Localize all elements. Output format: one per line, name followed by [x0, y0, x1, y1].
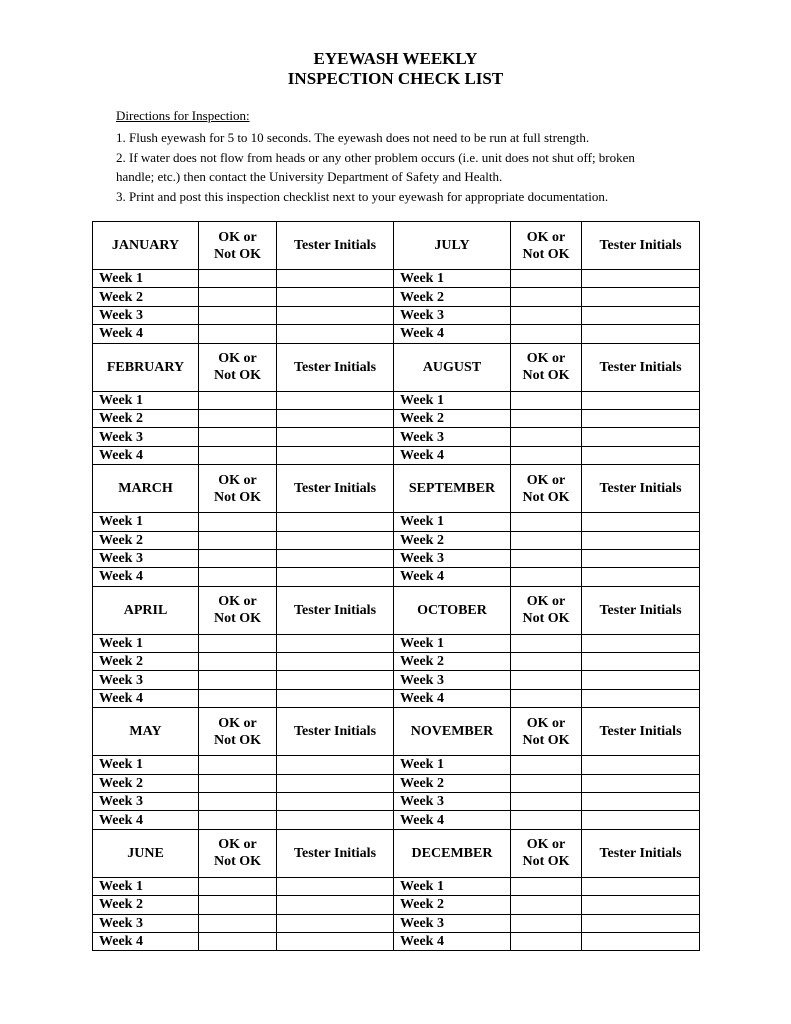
tester-initials-cell[interactable]	[582, 306, 700, 324]
ok-status-cell[interactable]	[511, 774, 582, 792]
tester-initials-cell[interactable]	[582, 288, 700, 306]
week-label: Week 3	[394, 671, 511, 689]
ok-status-cell[interactable]	[511, 689, 582, 707]
tester-initials-cell[interactable]	[582, 549, 700, 567]
tester-initials-header: Tester Initials	[277, 708, 394, 756]
month-header-row	[93, 222, 700, 270]
tester-initials-cell[interactable]	[582, 446, 700, 464]
tester-initials-cell[interactable]	[582, 513, 700, 531]
week-label: Week 2	[394, 774, 511, 792]
month-label-right: OCTOBER	[394, 586, 511, 634]
week-label: Week 2	[93, 531, 199, 549]
page-title	[0, 49, 791, 89]
tester-initials-cell[interactable]	[277, 391, 394, 409]
ok-status-cell[interactable]	[199, 428, 277, 446]
tester-initials-cell[interactable]	[582, 689, 700, 707]
ok-or-label: OK or	[526, 472, 566, 488]
not-ok-label: Not OK	[213, 854, 262, 870]
ok-status-cell[interactable]	[511, 513, 582, 531]
tester-initials-cell[interactable]	[582, 774, 700, 792]
not-ok-label: Not OK	[213, 611, 262, 627]
week-label: Week 3	[394, 549, 511, 567]
tester-initials-header: Tester Initials	[277, 343, 394, 391]
ok-or-label: OK or	[526, 715, 566, 731]
ok-status-cell[interactable]	[199, 877, 277, 895]
tester-initials-cell[interactable]	[277, 914, 394, 932]
week-label: Week 1	[394, 756, 511, 774]
ok-status-cell[interactable]	[199, 531, 277, 549]
month-label-right: SEPTEMBER	[394, 465, 511, 513]
tester-initials-cell[interactable]	[277, 306, 394, 324]
week-row	[93, 428, 700, 446]
week-label: Week 4	[93, 932, 199, 950]
month-label-left: FEBRUARY	[93, 343, 199, 391]
month-header-row	[93, 586, 700, 634]
tester-initials-cell[interactable]	[582, 914, 700, 932]
ok-status-cell[interactable]	[511, 634, 582, 652]
not-ok-label: Not OK	[522, 611, 570, 627]
month-label-right: DECEMBER	[394, 829, 511, 877]
month-label-left: MAY	[93, 708, 199, 756]
tester-initials-header: Tester Initials	[582, 465, 700, 513]
ok-status-cell[interactable]	[199, 774, 277, 792]
tester-initials-cell[interactable]	[277, 270, 394, 288]
not-ok-label: Not OK	[213, 489, 262, 505]
week-label: Week 3	[93, 793, 199, 811]
month-label-right: NOVEMBER	[394, 708, 511, 756]
not-ok-label: Not OK	[213, 732, 262, 748]
tester-initials-cell[interactable]	[277, 634, 394, 652]
ok-status-cell[interactable]	[511, 549, 582, 567]
ok-status-cell[interactable]	[511, 877, 582, 895]
ok-status-cell[interactable]	[199, 671, 277, 689]
week-row	[93, 914, 700, 932]
week-label: Week 1	[93, 513, 199, 531]
week-row	[93, 653, 700, 671]
tester-initials-cell[interactable]	[582, 671, 700, 689]
ok-status-cell[interactable]	[511, 896, 582, 914]
ok-status-cell[interactable]	[199, 270, 277, 288]
tester-initials-cell[interactable]	[582, 568, 700, 586]
tester-initials-cell[interactable]	[582, 409, 700, 427]
tester-initials-cell[interactable]	[582, 391, 700, 409]
tester-initials-cell[interactable]	[277, 653, 394, 671]
tester-initials-cell[interactable]	[277, 756, 394, 774]
ok-or-label: OK or	[526, 837, 566, 853]
ok-status-cell[interactable]	[511, 391, 582, 409]
directions-section	[116, 107, 676, 209]
week-label: Week 4	[394, 325, 511, 343]
tester-initials-cell[interactable]	[582, 634, 700, 652]
week-label: Week 2	[394, 288, 511, 306]
week-label: Week 4	[93, 325, 199, 343]
ok-status-cell[interactable]	[511, 409, 582, 427]
tester-initials-header: Tester Initials	[277, 465, 394, 513]
week-label: Week 1	[394, 634, 511, 652]
ok-status-cell[interactable]	[199, 409, 277, 427]
tester-initials-cell[interactable]	[582, 811, 700, 829]
ok-status-cell[interactable]	[199, 811, 277, 829]
tester-initials-cell[interactable]	[582, 896, 700, 914]
week-label: Week 4	[93, 446, 199, 464]
ok-status-cell[interactable]	[511, 428, 582, 446]
ok-status-cell[interactable]	[199, 634, 277, 652]
ok-status-cell[interactable]	[511, 446, 582, 464]
not-ok-label: Not OK	[522, 732, 570, 748]
tester-initials-cell[interactable]	[277, 793, 394, 811]
tester-initials-cell[interactable]	[277, 446, 394, 464]
week-label: Week 1	[394, 391, 511, 409]
not-ok-label: Not OK	[522, 246, 570, 262]
ok-status-cell[interactable]	[511, 914, 582, 932]
ok-column-header	[199, 586, 277, 634]
tester-initials-cell[interactable]	[277, 671, 394, 689]
tester-initials-cell[interactable]	[582, 653, 700, 671]
ok-status-cell[interactable]	[199, 325, 277, 343]
tester-initials-cell[interactable]	[582, 756, 700, 774]
week-label: Week 3	[394, 793, 511, 811]
month-label-left: JANUARY	[93, 222, 199, 270]
ok-or-label: OK or	[218, 594, 257, 610]
week-label: Week 1	[93, 634, 199, 652]
week-row	[93, 756, 700, 774]
ok-status-cell[interactable]	[199, 793, 277, 811]
week-row	[93, 811, 700, 829]
direction-item-3: 3. Print and post this inspection checklist next to your eyewash for appropriate documentation.	[116, 189, 609, 204]
tester-initials-cell[interactable]	[277, 549, 394, 567]
inspection-checklist-table	[92, 221, 700, 951]
ok-status-cell[interactable]	[199, 513, 277, 531]
ok-status-cell[interactable]	[199, 288, 277, 306]
week-label: Week 2	[93, 653, 199, 671]
ok-or-label: OK or	[218, 351, 257, 367]
ok-or-label: OK or	[218, 472, 257, 488]
ok-status-cell[interactable]	[511, 270, 582, 288]
ok-or-label: OK or	[218, 715, 257, 731]
ok-status-cell[interactable]	[199, 306, 277, 324]
week-label: Week 2	[394, 409, 511, 427]
tester-initials-cell[interactable]	[582, 270, 700, 288]
week-row	[93, 446, 700, 464]
not-ok-label: Not OK	[522, 854, 570, 870]
tester-initials-cell[interactable]	[277, 409, 394, 427]
tester-initials-header: Tester Initials	[582, 343, 700, 391]
ok-status-cell[interactable]	[199, 932, 277, 950]
ok-status-cell[interactable]	[511, 306, 582, 324]
tester-initials-header: Tester Initials	[582, 222, 700, 270]
ok-status-cell[interactable]	[199, 391, 277, 409]
week-label: Week 2	[93, 409, 199, 427]
ok-column-header	[511, 343, 582, 391]
tester-initials-cell[interactable]	[277, 568, 394, 586]
ok-status-cell[interactable]	[199, 896, 277, 914]
week-label: Week 2	[394, 531, 511, 549]
week-row	[93, 671, 700, 689]
week-label: Week 3	[93, 428, 199, 446]
week-row	[93, 549, 700, 567]
tester-initials-cell[interactable]	[277, 288, 394, 306]
week-label: Week 1	[394, 877, 511, 895]
week-label: Week 2	[394, 653, 511, 671]
week-label: Week 4	[394, 932, 511, 950]
ok-status-cell[interactable]	[199, 653, 277, 671]
ok-column-header	[511, 829, 582, 877]
ok-or-label: OK or	[218, 837, 257, 853]
month-label-left: MARCH	[93, 465, 199, 513]
not-ok-label: Not OK	[213, 368, 262, 384]
week-row	[93, 774, 700, 792]
week-label: Week 2	[93, 896, 199, 914]
tester-initials-header: Tester Initials	[582, 586, 700, 634]
ok-column-header	[511, 586, 582, 634]
tester-initials-header: Tester Initials	[582, 829, 700, 877]
ok-column-header	[199, 465, 277, 513]
week-row	[93, 288, 700, 306]
ok-status-cell[interactable]	[511, 288, 582, 306]
week-label: Week 4	[93, 568, 199, 586]
ok-status-cell[interactable]	[511, 531, 582, 549]
ok-column-header	[511, 465, 582, 513]
title-line-2: INSPECTION CHECK LIST	[287, 69, 504, 88]
week-label: Week 1	[93, 391, 199, 409]
ok-status-cell[interactable]	[199, 446, 277, 464]
ok-column-header	[511, 222, 582, 270]
tester-initials-cell[interactable]	[582, 877, 700, 895]
month-header-row	[93, 829, 700, 877]
ok-or-label: OK or	[526, 229, 566, 245]
tester-initials-cell[interactable]	[277, 932, 394, 950]
week-label: Week 4	[394, 811, 511, 829]
week-label: Week 3	[93, 549, 199, 567]
week-row	[93, 409, 700, 427]
not-ok-label: Not OK	[522, 368, 570, 384]
ok-column-header	[199, 708, 277, 756]
not-ok-label: Not OK	[522, 489, 570, 505]
not-ok-label: Not OK	[213, 246, 262, 262]
week-row	[93, 531, 700, 549]
tester-initials-cell[interactable]	[582, 793, 700, 811]
ok-status-cell[interactable]	[511, 811, 582, 829]
ok-column-header	[199, 343, 277, 391]
ok-status-cell[interactable]	[199, 568, 277, 586]
week-label: Week 1	[93, 270, 199, 288]
month-label-right: JULY	[394, 222, 511, 270]
month-label-right: AUGUST	[394, 343, 511, 391]
direction-item-1: 1. Flush eyewash for 5 to 10 seconds. The eyewash does not need to be run at full strength.	[116, 129, 590, 145]
ok-or-label: OK or	[526, 594, 566, 610]
week-row	[93, 568, 700, 586]
week-row	[93, 391, 700, 409]
month-header-row	[93, 343, 700, 391]
ok-column-header	[199, 222, 277, 270]
week-label: Week 3	[93, 914, 199, 932]
tester-initials-cell[interactable]	[582, 325, 700, 343]
ok-status-cell[interactable]	[199, 914, 277, 932]
tester-initials-cell[interactable]	[582, 531, 700, 549]
week-row	[93, 306, 700, 324]
month-header-row	[93, 708, 700, 756]
ok-status-cell[interactable]	[511, 325, 582, 343]
week-label: Week 3	[394, 306, 511, 324]
tester-initials-header: Tester Initials	[277, 586, 394, 634]
week-label: Week 4	[394, 446, 511, 464]
tester-initials-cell[interactable]	[582, 932, 700, 950]
tester-initials-cell[interactable]	[277, 428, 394, 446]
week-row	[93, 270, 700, 288]
ok-status-cell[interactable]	[199, 756, 277, 774]
tester-initials-cell[interactable]	[582, 428, 700, 446]
week-row	[93, 325, 700, 343]
tester-initials-cell[interactable]	[277, 325, 394, 343]
week-label: Week 4	[93, 689, 199, 707]
week-row	[93, 896, 700, 914]
week-label: Week 2	[93, 774, 199, 792]
week-row	[93, 513, 700, 531]
week-label: Week 3	[93, 671, 199, 689]
week-row	[93, 793, 700, 811]
week-label: Week 2	[394, 896, 511, 914]
ok-or-label: OK or	[526, 351, 566, 367]
tester-initials-cell[interactable]	[277, 774, 394, 792]
week-row	[93, 634, 700, 652]
month-label-left: APRIL	[93, 586, 199, 634]
directions-heading: Directions for Inspection:	[116, 108, 250, 123]
tester-initials-cell[interactable]	[277, 811, 394, 829]
week-label: Week 1	[394, 513, 511, 531]
week-label: Week 3	[394, 914, 511, 932]
ok-status-cell[interactable]	[511, 793, 582, 811]
ok-status-cell[interactable]	[199, 689, 277, 707]
week-label: Week 4	[394, 568, 511, 586]
week-label: Week 1	[93, 877, 199, 895]
week-label: Week 2	[93, 288, 199, 306]
ok-or-label: OK or	[218, 229, 257, 245]
tester-initials-cell[interactable]	[277, 896, 394, 914]
week-label: Week 3	[93, 306, 199, 324]
title-line-1: EYEWASH WEEKLY	[313, 49, 478, 68]
tester-initials-cell[interactable]	[277, 531, 394, 549]
week-label: Week 4	[394, 689, 511, 707]
tester-initials-cell[interactable]	[277, 689, 394, 707]
tester-initials-header: Tester Initials	[277, 829, 394, 877]
tester-initials-header: Tester Initials	[582, 708, 700, 756]
ok-column-header	[199, 829, 277, 877]
tester-initials-cell[interactable]	[277, 877, 394, 895]
week-label: Week 1	[394, 270, 511, 288]
week-label: Week 4	[93, 811, 199, 829]
tester-initials-header: Tester Initials	[277, 222, 394, 270]
week-label: Week 1	[93, 756, 199, 774]
tester-initials-cell[interactable]	[277, 513, 394, 531]
week-label: Week 3	[394, 428, 511, 446]
ok-column-header	[511, 708, 582, 756]
ok-status-cell[interactable]	[511, 671, 582, 689]
ok-status-cell[interactable]	[511, 756, 582, 774]
ok-status-cell[interactable]	[511, 932, 582, 950]
month-header-row	[93, 465, 700, 513]
ok-status-cell[interactable]	[199, 549, 277, 567]
week-row	[93, 932, 700, 950]
week-row	[93, 689, 700, 707]
week-row	[93, 877, 700, 895]
ok-status-cell[interactable]	[511, 568, 582, 586]
ok-status-cell[interactable]	[511, 653, 582, 671]
direction-item-2: 2. If water does not flow from heads or any other problem occurs (i.e. unit does not shut off; broken handle; etc.) then contact the University Department of Safety and Health.	[116, 150, 635, 184]
month-label-left: JUNE	[93, 829, 199, 877]
